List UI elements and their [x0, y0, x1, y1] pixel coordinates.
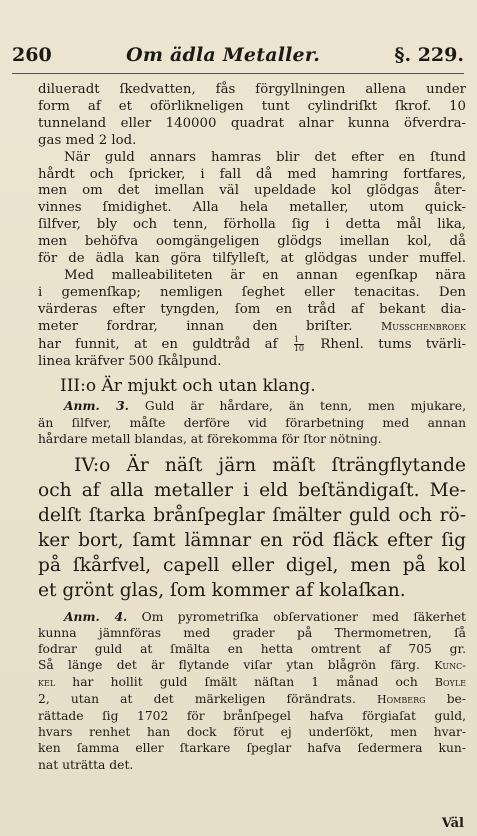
text-line: och af alla metaller i eld beſtändigaſt. Me-: [38, 479, 466, 501]
text-line: tunneland eller 140000 quadrat alnar kunna öfverdra-: [38, 115, 466, 131]
text-line: kunna jämnföras med grader på Thermometren, ſå: [38, 625, 466, 640]
author-musschenbroek: Musschenbroek: [380, 319, 466, 333]
text-line: dilueradt ſkedvatten, fås förgyllningen allena under: [38, 82, 466, 97]
page-header: [12, 40, 464, 70]
text-span: be-: [446, 692, 466, 707]
text-span: 2, utan at det märkeligen förändrats.: [38, 692, 356, 707]
text-span: Om pyrometriſka obſervationer med ſäkerhet: [141, 609, 466, 624]
text-line: gas med 2 lod.: [38, 132, 137, 148]
paragraph-2: [38, 150, 466, 268]
text-line: hårdt och ſpricker, i fall då med hamring fortfares,: [38, 166, 466, 182]
page-body: [38, 82, 466, 773]
fraction-numerator: 1: [294, 336, 304, 345]
text-line: men behöfva oomgängeligen glödgs imellan kol, då: [38, 234, 466, 250]
text-line: IV:o Är näſt järn mäſt ſträngflytande: [74, 454, 466, 476]
text-line: ſilfver, bly och tenn, förholla ſig i detta mål lika,: [38, 217, 466, 233]
text-line: Med malleabiliteten är en annan egenſkap nära: [64, 267, 466, 283]
text-line: [38, 336, 466, 354]
annotation-label: Anm. 4.: [64, 608, 128, 624]
text-line: form af et oförlikneligen tunt cylindriſkt ſkrof. 10: [38, 98, 466, 114]
text-line: [38, 319, 466, 336]
header-rule: [12, 73, 464, 74]
author-boyle: Boyle: [434, 676, 466, 690]
text-line: men om det imellan väl upeldade kol glödgas åter-: [38, 183, 466, 199]
text-line: [38, 674, 466, 691]
text-line: på ſkårfvel, capell eller digel, men på kol: [38, 554, 466, 576]
author-homberg: Homberg: [377, 693, 426, 707]
paragraph-1: [38, 82, 466, 150]
running-title: Om ädla Metaller.: [126, 44, 321, 66]
section-number: §. 229.: [394, 44, 464, 66]
author-kunckel-cont: kel: [38, 676, 56, 690]
text-line: värderas efter tyngden, ſom en tråd af bekant dia-: [38, 301, 466, 317]
text-span: Så länge det är flytande viſar ytan blågrön färg.: [38, 657, 420, 672]
catchword: Väl: [441, 816, 464, 831]
text-line: [38, 657, 466, 674]
fraction: [294, 336, 304, 353]
text-line: för de ädla kan göra tilfylleſt, at glödgas under muffel.: [38, 251, 466, 267]
text-line: vinnes ſmidighet. Alla hela metaller, utom quick-: [38, 200, 466, 216]
text-line: fodrar guld at ſmälta en hetta omtrent af 705 gr.: [38, 641, 466, 656]
text-span: meter fordrar, innan den briſter.: [38, 318, 353, 334]
text-line: [38, 609, 466, 625]
text-line: [38, 691, 466, 708]
text-span: Rhenl. tums tvärli-: [320, 336, 467, 352]
text-line: När guld annars hamras blir det efter en ſtund: [64, 149, 466, 165]
text-span: har funnit, at en guldtråd af: [38, 336, 278, 352]
page-number: 260: [12, 44, 52, 66]
heading-iv: [38, 453, 466, 603]
text-line: [38, 398, 466, 414]
heading-iii: III:o Är mjukt och utan klang.: [60, 376, 316, 397]
author-kunckel: Kunc-: [434, 658, 466, 672]
text-line: hvars renhet han dock förut ej underſökt, men hvar-: [38, 725, 466, 740]
text-line: hårdare metall blandas, at förekomma för ſtor nötning.: [38, 431, 382, 446]
text-line: rättade ſig 1702 för brånſpegel hafva förgiaſat guld,: [38, 709, 466, 724]
text-line: ken ſamma eller ſtarkare ſpeglar hafva ſedermera kun-: [38, 741, 466, 756]
fraction-denominator: 10: [293, 343, 305, 353]
annotation-label: Anm. 3.: [64, 398, 129, 414]
text-line: i gemenſkap; nemligen ſeghet eller tenacitas. Den: [38, 284, 466, 300]
paragraph-3: [38, 268, 466, 370]
annotation-4: [38, 609, 466, 773]
text-line: nat uträtta det.: [38, 757, 134, 772]
text-line: ker bort, ſamt lämnar en röd fläck efter ſig: [38, 529, 466, 551]
text-line: et grönt glas, ſom kommer af kolaſkan.: [38, 579, 406, 601]
text-line: än ſilfver, måſte derföre vid förarbetning med annan: [38, 415, 466, 430]
annotation-3: [38, 398, 466, 446]
text-line: delſt ſtarka brånſpeglar ſmälter guld och rö-: [38, 504, 466, 526]
text-span: har hollit guld ſmält näſtan 1 månad och: [72, 675, 418, 690]
text-span: Guld är hårdare, än tenn, men mjukare,: [144, 399, 466, 414]
text-line: linea kräfver 500 ſkålpund.: [38, 353, 222, 369]
